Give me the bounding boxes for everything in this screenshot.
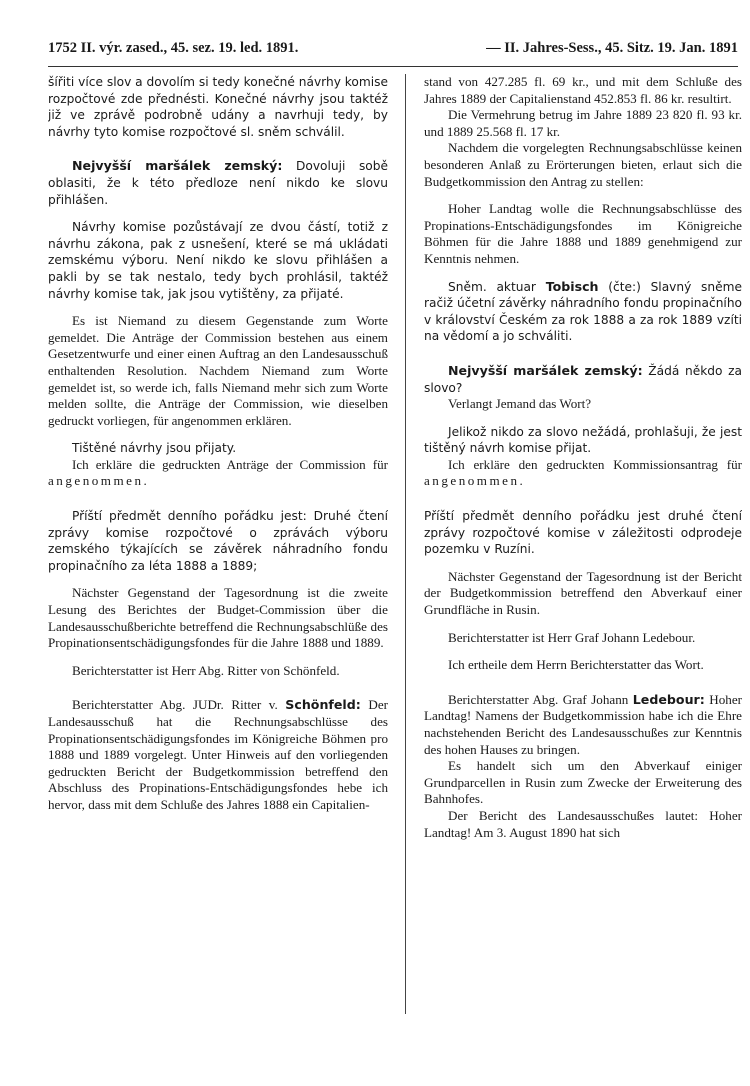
paragraph: Ich ertheile dem Herrn Berichterstatter das Wort. (448, 657, 704, 673)
speech-paragraph (48, 697, 388, 813)
paragraph: Tištěné návrhy jsou přijaty. (72, 441, 237, 456)
paragraph: Die Vermehrung betrug im Jahre 1889 23 820 fl. 93 kr. und 1889 25.568 fl. 17 kr. (424, 107, 742, 139)
paragraph: Der Bericht des Landesausschußes lautet: Hoher Landtag! Am 3. August 1890 hat sich (424, 807, 742, 840)
speech-paragraph (48, 158, 388, 208)
paragraph-text: Ich erkläre die gedruckten Anträge der Commission für (72, 456, 388, 472)
agenda-item: Příští předmět denního pořádku jest druhé čtení zprávy rozpočtové komise v záležitosti odprodeje pozemku v Ruzíni. (424, 509, 742, 557)
speech-text: Der Landesausschuß hat die Rechnungsabschlüsse des Propinationsentschädigungsfondes im Königreiche Böhmen pro 1888 und 1889 vorgelegt. Unter Hinweis auf den vorliegenden gedruckten Bericht der Budgetkommission betreffend den Abschluss des Propinations-Entschädigungsfondes hebe ich hervor, dass mit dem Schluße des Jahres 1888 ein Capitalien- (48, 697, 388, 812)
speech-paragraph (424, 279, 742, 345)
paragraph: Berichterstatter ist Herr Graf Johann Ledebour. (448, 629, 696, 645)
speaker-name: Nejvyšší maršálek zemský: (448, 362, 643, 378)
speech-text: Žádá někdo za slovo? (424, 363, 742, 395)
right-column (424, 74, 742, 1086)
speaker-name: Ledebour: (632, 691, 705, 707)
paragraph: Verlangt Jemand das Wort? (448, 396, 592, 412)
speech-paragraph (424, 692, 742, 758)
paragraph: Berichterstatter ist Herr Abg. Ritter von Schönfeld. (72, 662, 340, 678)
speaker-name: Tobisch (545, 278, 599, 294)
header-divider (48, 66, 738, 67)
header-left: 1752 II. výr. zased., 45. sez. 19. led. 1891. (48, 40, 299, 56)
paragraph: Es ist Niemand zu diesem Gegenstande zum Worte gemeldet. Die Anträge der Commission bestehen aus einem Gesetzentwurfe und einer einen Auftrag an den Landesausschuß enthaltenden Resolution. Nachdem Niemand zum Worte gemeldet ist, so werde ich, falls Niemand mehr sich zum Worte melden sollte, die Anträge der Commission, wie dieselben gedruckt vorliegen, für angenommen erklären. (48, 313, 388, 428)
speech-intro: Sněm. aktuar (448, 279, 546, 294)
column-divider (405, 74, 406, 1014)
spaced-word: angenommen. (424, 473, 526, 489)
speech-text: (čte:) Slavný sněme račiž účetní závěrky náhradního fondu propinačního v království Českém za rok 1888 a za rok 1889 vzíti na vědomí a jo schváliti. (424, 279, 742, 344)
paragraph: Nächster Gegenstand der Tagesordnung ist die zweite Lesung des Berichtes der Budget-Commission über die Landesausschußberichte betreffend die Rechnungsabschlüße des Propinationsentschädigungsfondes für die Jahre 1888 und 1889. (48, 585, 388, 651)
speech-paragraph (424, 363, 742, 396)
speech-text: Dovoluji sobě oblasiti, že k této předloze není nikdo ke slovu přihlášen. (48, 159, 388, 207)
spaced-word: angenommen. (48, 473, 150, 489)
paragraph-text: Ich erkläre den gedruckten Kommissionsantrag für (448, 456, 742, 472)
speaker-name: Nejvyšší maršálek zemský: (72, 158, 283, 174)
paragraph: Návrhy komise pozůstávají ze dvou částí, totiž z návrhu zákona, pak z usnešení, které se má ukládati zemskému výboru. Není nikdo ke slovu přihlášen a pakli by se tak nestalo, tedy bych prohlásil, taktéž návrhy komise tak, jak jsou vytištěny, za přijaté. (48, 220, 388, 301)
paragraph (48, 457, 388, 490)
agenda-item: Příští předmět denního pořádku jest: Druhé čtení zprávy komise rozpočtové o zprávách výboru zemského týkajících se závěrek náhradního fondu propinačního za léta 1888 a 1889; (48, 509, 388, 573)
paragraph: stand von 427.285 fl. 69 kr., und mit dem Schluße des Jahres 1889 der Capitalienstand 452.853 fl. 86 kr. resultirt. (424, 74, 742, 106)
paragraph (424, 457, 742, 490)
paragraph: šířiti více slov a dovolím si tedy konečné návrhy komise rozpočtové zde přednésti. Konečné návrhy jsou taktéž již ve zprávě podrobně udány a navrhuji tedy, by návrhy tyto komise rozpočtové sl. sněm schválil. (48, 75, 388, 139)
left-column (48, 74, 388, 1086)
speech-intro: Berichterstatter Abg. Graf Johann (448, 691, 633, 707)
speech-intro: Berichterstatter Abg. JUDr. Ritter v. (72, 697, 286, 713)
speech-text: Hoher Landtag! Namens der Budgetkommission habe ich die Ehre nachstehenden Bericht des Landesausschußes zur Kenntnis des hohen Hauses zu bringen. (424, 691, 742, 757)
paragraph: Jelikož nikdo za slovo nežádá, prohlašuji, že jest tištěný návrh komise přijat. (424, 424, 742, 456)
header-right: — II. Jahres-Sess., 45. Sitz. 19. Jan. 1891 (486, 40, 738, 56)
paragraph: Nachdem die vorgelegten Rechnungsabschlüsse keinen besonderen Anlaß zu Erörterungen bieten, erlaut sich die Budgetkommission den Antrag zu stellen: (424, 140, 742, 189)
page-header (48, 40, 738, 64)
paragraph: Nächster Gegenstand der Tagesordnung ist der Bericht der Budgetkommission betreffend den Abverkauf einer Grundfläche in Rusin. (424, 568, 742, 618)
paragraph: Es handelt sich um den Abverkauf einiger Grundparcellen in Rusin zum Zwecke der Erweiterung des Bahnhofes. (424, 758, 742, 807)
speaker-name: Schönfeld: (285, 697, 361, 713)
paragraph: Hoher Landtag wolle die Rechnungsabschlüsse des Propinations-Entschädigungsfondes im Königreiche Böhmen für die Jahre 1888 und 1889 genehmigend zur Kenntnis nehmen. (424, 201, 742, 266)
